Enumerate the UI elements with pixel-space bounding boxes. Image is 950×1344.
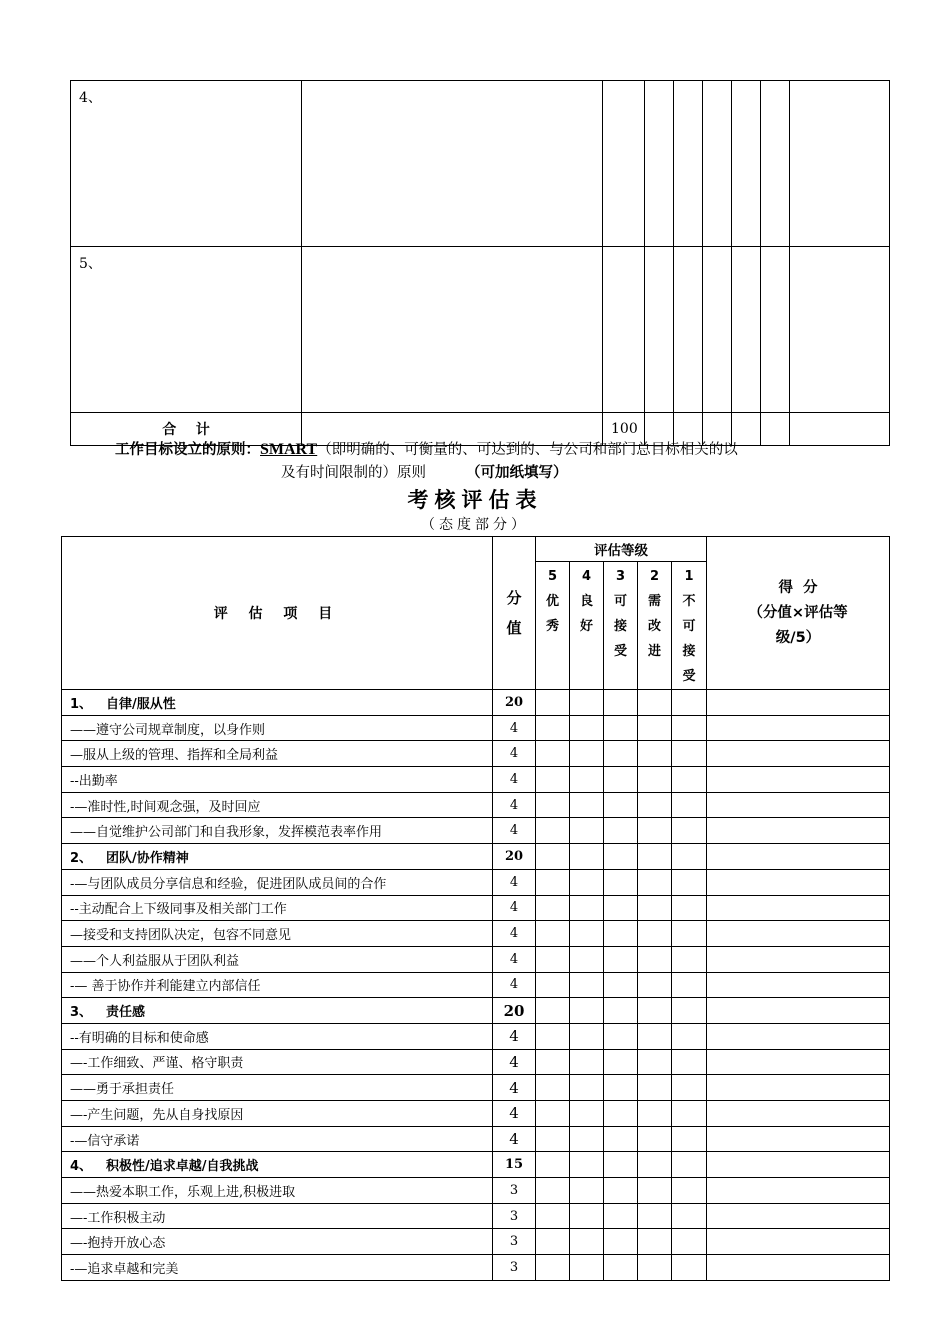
grade-5-header xyxy=(536,562,570,690)
grade-4-cell[interactable] xyxy=(570,1126,604,1152)
grade-4-cell[interactable] xyxy=(570,1203,604,1229)
grade-5-cell[interactable] xyxy=(536,1229,570,1255)
grade-1-cell[interactable] xyxy=(672,895,707,921)
score-weight: 3 xyxy=(493,1229,536,1255)
grade-4-cell[interactable] xyxy=(570,869,604,895)
grade-5-cell[interactable] xyxy=(536,792,570,818)
grade-2-cell[interactable] xyxy=(638,844,672,870)
criterion-label: ——勇于承担责任 xyxy=(62,1075,493,1101)
criterion-label: -—信守承诺 xyxy=(62,1126,493,1152)
section-row xyxy=(62,1152,890,1178)
grade-3-cell[interactable] xyxy=(604,869,638,895)
criterion-row xyxy=(62,1075,890,1101)
grade-5-cell[interactable] xyxy=(536,972,570,998)
score-weight: 4 xyxy=(493,1101,536,1127)
criterion-label: --出勤率 xyxy=(62,767,493,793)
grade-char: 良 xyxy=(579,594,593,609)
score-weight: 3 xyxy=(493,1178,536,1204)
grade-1-cell[interactable] xyxy=(672,1229,707,1255)
goal-content-cell[interactable] xyxy=(302,81,603,247)
grade-2-cell[interactable] xyxy=(638,1178,672,1204)
grade-4-cell[interactable] xyxy=(570,690,604,716)
grade-3-cell[interactable] xyxy=(604,972,638,998)
result-cell[interactable] xyxy=(707,818,890,844)
goal-content-cell[interactable] xyxy=(302,247,603,413)
grade-1-cell[interactable] xyxy=(672,690,707,716)
grade-5-cell[interactable] xyxy=(536,1023,570,1049)
score-weight: 3 xyxy=(493,1255,536,1281)
criterion-row xyxy=(62,1126,890,1152)
grade-2-cell[interactable] xyxy=(638,921,672,947)
grade-4-cell[interactable] xyxy=(570,1075,604,1101)
criterion-label: —-工作积极主动 xyxy=(62,1203,493,1229)
grade-3-header xyxy=(604,562,638,690)
goal-weight-cell[interactable] xyxy=(603,247,645,413)
grade-1-cell[interactable] xyxy=(672,1152,707,1178)
score-weight: 4 xyxy=(493,792,536,818)
grade-2-cell[interactable] xyxy=(638,1023,672,1049)
score-weight: 4 xyxy=(493,869,536,895)
grade-1-cell[interactable] xyxy=(672,715,707,741)
grade-3-cell[interactable] xyxy=(604,895,638,921)
result-cell[interactable] xyxy=(707,690,890,716)
result-cell[interactable] xyxy=(707,946,890,972)
grade-5-cell[interactable] xyxy=(536,895,570,921)
grade-2-cell[interactable] xyxy=(638,1126,672,1152)
criterion-label: —服从上级的管理、指挥和全局利益 xyxy=(62,741,493,767)
goal-result-cell[interactable] xyxy=(790,81,890,247)
score-weight: 4 xyxy=(493,895,536,921)
eval-header-row xyxy=(62,537,890,562)
header-score-2: 值 xyxy=(506,619,522,637)
result-cell[interactable] xyxy=(707,715,890,741)
grade-4-cell[interactable] xyxy=(570,1255,604,1281)
result-cell[interactable] xyxy=(707,767,890,793)
goal-table xyxy=(70,80,890,446)
grade-4-cell[interactable] xyxy=(570,998,604,1024)
section-title xyxy=(62,998,493,1024)
result-cell[interactable] xyxy=(707,998,890,1024)
goal-grade-cell[interactable] xyxy=(761,81,790,247)
grade-4-cell[interactable] xyxy=(570,1229,604,1255)
result-cell[interactable] xyxy=(707,972,890,998)
grade-3-cell[interactable] xyxy=(604,792,638,818)
goal-grade-cell[interactable] xyxy=(761,247,790,413)
result-cell[interactable] xyxy=(707,1023,890,1049)
grade-1-cell[interactable] xyxy=(672,1075,707,1101)
goal-grade-cell[interactable] xyxy=(703,247,732,413)
goal-grade-cell[interactable] xyxy=(674,81,703,247)
grade-5-cell[interactable] xyxy=(536,998,570,1024)
form-subtitle: （态度部分） xyxy=(421,517,529,533)
criterion-label: —接受和支持团队决定，包容不同意见 xyxy=(62,921,493,947)
grade-2-cell[interactable] xyxy=(638,1075,672,1101)
criterion-label: —-抱持开放心态 xyxy=(62,1229,493,1255)
section-title xyxy=(62,690,493,716)
grade-1-cell[interactable] xyxy=(672,946,707,972)
grade-2-cell[interactable] xyxy=(638,1101,672,1127)
grade-4-cell[interactable] xyxy=(570,1023,604,1049)
criterion-row xyxy=(62,741,890,767)
grade-1-cell[interactable] xyxy=(672,1101,707,1127)
result-cell[interactable] xyxy=(707,741,890,767)
grade-char: 接 xyxy=(613,619,627,634)
result-cell[interactable] xyxy=(707,921,890,947)
section-number: 4、 xyxy=(70,1159,93,1175)
grade-4-cell[interactable] xyxy=(570,946,604,972)
grade-3-cell[interactable] xyxy=(604,1203,638,1229)
grade-4-cell[interactable] xyxy=(570,741,604,767)
grade-1-cell[interactable] xyxy=(672,1203,707,1229)
grade-4-cell[interactable] xyxy=(570,1178,604,1204)
grade-1-cell[interactable] xyxy=(672,818,707,844)
result-cell[interactable] xyxy=(707,844,890,870)
grade-1-cell[interactable] xyxy=(672,1049,707,1075)
grade-5-cell[interactable] xyxy=(536,1101,570,1127)
grade-2-cell[interactable] xyxy=(638,946,672,972)
grade-5-cell[interactable] xyxy=(536,869,570,895)
header-result-2: （分值×评估等 xyxy=(748,604,848,621)
header-result xyxy=(707,537,890,690)
score-weight: 4 xyxy=(493,1126,536,1152)
grade-2-cell[interactable] xyxy=(638,741,672,767)
grade-5-cell[interactable] xyxy=(536,818,570,844)
goal-grade-cell[interactable] xyxy=(732,81,761,247)
grade-5-cell[interactable] xyxy=(536,1203,570,1229)
grade-4-cell[interactable] xyxy=(570,792,604,818)
grade-3-cell[interactable] xyxy=(604,1023,638,1049)
score-weight: 4 xyxy=(493,818,536,844)
grade-2-cell[interactable] xyxy=(638,1255,672,1281)
grade-4-header xyxy=(570,562,604,690)
grade-4-cell[interactable] xyxy=(570,921,604,947)
criterion-row xyxy=(62,1229,890,1255)
grade-2-cell[interactable] xyxy=(638,715,672,741)
criterion-label: -— 善于协作并利能建立内部信任 xyxy=(62,972,493,998)
grade-1-cell[interactable] xyxy=(672,844,707,870)
principle-line-1 xyxy=(115,438,845,462)
score-weight: 15 xyxy=(493,1152,536,1178)
principle-desc-1: （即明确的、可衡量的、可达到的、与公司和部门总目标相关的以 xyxy=(317,442,738,458)
header-score xyxy=(493,537,536,690)
score-weight: 20 xyxy=(493,844,536,870)
grade-4-cell[interactable] xyxy=(570,767,604,793)
goal-principle-note xyxy=(115,438,845,485)
grade-3-cell[interactable] xyxy=(604,741,638,767)
criterion-label: ——热爱本职工作，乐观上进,积极进取 xyxy=(62,1178,493,1204)
evaluation-table xyxy=(61,536,890,1281)
grade-4-cell[interactable] xyxy=(570,1152,604,1178)
criterion-label: ——自觉维护公司部门和自我形象，发挥模范表率作用 xyxy=(62,818,493,844)
grade-1-cell[interactable] xyxy=(672,1126,707,1152)
criterion-label: -—准时性,时间观念强，及时回应 xyxy=(62,792,493,818)
goal-row xyxy=(71,81,890,247)
criterion-row xyxy=(62,1178,890,1204)
grade-4-cell[interactable] xyxy=(570,1049,604,1075)
grade-char: 好 xyxy=(579,619,593,634)
score-weight: 4 xyxy=(493,1023,536,1049)
section-label: 积极性/追求卓越/自我挑战 xyxy=(106,1159,259,1175)
criterion-row xyxy=(62,1023,890,1049)
section-row xyxy=(62,998,890,1024)
grade-3-cell[interactable] xyxy=(604,715,638,741)
goal-grade-cell[interactable] xyxy=(645,81,674,247)
grade-5-cell[interactable] xyxy=(536,844,570,870)
principle-line-2 xyxy=(115,462,845,485)
grade-3-cell[interactable] xyxy=(604,921,638,947)
criterion-label: -—追求卓越和完美 xyxy=(62,1255,493,1281)
grade-1-cell[interactable] xyxy=(672,767,707,793)
criterion-label: ——遵守公司规章制度，以身作则 xyxy=(62,715,493,741)
criterion-label: -—与团队成员分享信息和经验，促进团队成员间的合作 xyxy=(62,869,493,895)
grade-3-cell[interactable] xyxy=(604,690,638,716)
grade-3-cell[interactable] xyxy=(604,1126,638,1152)
goal-number: 4、 xyxy=(71,81,302,247)
grade-3-cell[interactable] xyxy=(604,946,638,972)
grade-5-cell[interactable] xyxy=(536,715,570,741)
grade-5-cell[interactable] xyxy=(536,1178,570,1204)
criterion-row xyxy=(62,767,890,793)
goal-grade-cell[interactable] xyxy=(674,247,703,413)
section-label: 自律/服从性 xyxy=(106,696,176,712)
goal-grade-cell[interactable] xyxy=(645,247,674,413)
principle-desc-2: 及有时间限制的）原则 xyxy=(281,465,426,481)
section-title xyxy=(62,1152,493,1178)
grade-3-cell[interactable] xyxy=(604,818,638,844)
grade-1-cell[interactable] xyxy=(672,998,707,1024)
grade-char: 不 xyxy=(682,594,696,609)
score-weight: 4 xyxy=(493,741,536,767)
header-result-1: 得 分 xyxy=(778,579,818,596)
grade-char: 4 xyxy=(581,569,592,584)
header-result-3: 级/5） xyxy=(775,629,821,646)
score-weight: 20 xyxy=(493,690,536,716)
criterion-row xyxy=(62,946,890,972)
grade-2-header xyxy=(638,562,672,690)
grade-char: 改 xyxy=(647,619,661,634)
principle-label: 工作目标设立的原则： xyxy=(115,442,260,458)
goal-weight-cell[interactable] xyxy=(603,81,645,247)
criterion-label: —-工作细致、严谨、格守职责 xyxy=(62,1049,493,1075)
goal-grade-cell[interactable] xyxy=(703,81,732,247)
grade-1-header xyxy=(672,562,707,690)
grade-char: 需 xyxy=(647,594,661,609)
grade-1-cell[interactable] xyxy=(672,1023,707,1049)
grade-char: 可 xyxy=(613,594,627,609)
grade-1-cell[interactable] xyxy=(672,972,707,998)
grade-3-cell[interactable] xyxy=(604,998,638,1024)
grade-char: 1 xyxy=(684,569,694,584)
grade-4-cell[interactable] xyxy=(570,972,604,998)
grade-5-cell[interactable] xyxy=(536,946,570,972)
grade-char: 接 xyxy=(682,644,696,659)
grade-5-cell[interactable] xyxy=(536,1152,570,1178)
section-row xyxy=(62,690,890,716)
section-number: 2、 xyxy=(70,850,93,866)
grade-char: 3 xyxy=(615,569,626,584)
grade-2-cell[interactable] xyxy=(638,792,672,818)
score-weight: 4 xyxy=(493,972,536,998)
grade-1-cell[interactable] xyxy=(672,1255,707,1281)
grade-2-cell[interactable] xyxy=(638,767,672,793)
grade-char: 进 xyxy=(647,644,661,659)
grade-5-cell[interactable] xyxy=(536,1255,570,1281)
grade-3-cell[interactable] xyxy=(604,1075,638,1101)
result-cell[interactable] xyxy=(707,1152,890,1178)
result-cell[interactable] xyxy=(707,1049,890,1075)
evaluation-table-body xyxy=(62,690,890,1281)
score-weight: 3 xyxy=(493,1203,536,1229)
criterion-row xyxy=(62,869,890,895)
section-label: 团队/协作精神 xyxy=(106,850,189,866)
grade-2-cell[interactable] xyxy=(638,690,672,716)
grade-3-cell[interactable] xyxy=(604,1255,638,1281)
goal-row xyxy=(71,247,890,413)
grade-4-cell[interactable] xyxy=(570,818,604,844)
grade-3-cell[interactable] xyxy=(604,1101,638,1127)
grade-2-cell[interactable] xyxy=(638,1049,672,1075)
grade-4-cell[interactable] xyxy=(570,715,604,741)
criterion-row xyxy=(62,1101,890,1127)
score-weight: 4 xyxy=(493,715,536,741)
grade-3-cell[interactable] xyxy=(604,1178,638,1204)
result-cell[interactable] xyxy=(707,792,890,818)
grade-2-cell[interactable] xyxy=(638,1229,672,1255)
header-score-1: 分 xyxy=(506,589,522,607)
grade-5-cell[interactable] xyxy=(536,921,570,947)
grade-3-cell[interactable] xyxy=(604,1152,638,1178)
grade-2-cell[interactable] xyxy=(638,972,672,998)
grade-char: 5 xyxy=(547,569,558,584)
grade-5-cell[interactable] xyxy=(536,741,570,767)
header-grade-group: 评估等级 xyxy=(536,537,707,562)
criterion-row xyxy=(62,792,890,818)
criterion-row xyxy=(62,895,890,921)
grade-2-cell[interactable] xyxy=(638,1203,672,1229)
grade-5-cell[interactable] xyxy=(536,1075,570,1101)
extra-paper-note: （可加纸填写） xyxy=(466,465,568,481)
grade-2-cell[interactable] xyxy=(638,998,672,1024)
total-value: 100 xyxy=(603,413,645,446)
grade-5-cell[interactable] xyxy=(536,1126,570,1152)
criterion-label: --主动配合上下级同事及相关部门工作 xyxy=(62,895,493,921)
criterion-label: ——个人利益服从于团队利益 xyxy=(62,946,493,972)
criterion-row xyxy=(62,1049,890,1075)
grade-3-cell[interactable] xyxy=(604,767,638,793)
grade-char: 可 xyxy=(682,619,696,634)
goal-number: 5、 xyxy=(71,247,302,413)
criterion-label: —-产生问题，先从自身找原因 xyxy=(62,1101,493,1127)
score-weight: 4 xyxy=(493,1049,536,1075)
grade-3-cell[interactable] xyxy=(604,844,638,870)
criterion-row xyxy=(62,972,890,998)
grade-1-cell[interactable] xyxy=(672,792,707,818)
criterion-row xyxy=(62,1255,890,1281)
grade-char: 优 xyxy=(545,594,559,609)
grade-4-cell[interactable] xyxy=(570,895,604,921)
form-title: 考核评估表 xyxy=(407,488,543,512)
section-label: 责任感 xyxy=(106,1005,146,1021)
grade-3-cell[interactable] xyxy=(604,1049,638,1075)
result-cell[interactable] xyxy=(707,1255,890,1281)
goal-grade-cell[interactable] xyxy=(732,247,761,413)
grade-3-cell[interactable] xyxy=(604,1229,638,1255)
grade-2-cell[interactable] xyxy=(638,869,672,895)
grade-1-cell[interactable] xyxy=(672,1178,707,1204)
smart-term: SMART xyxy=(260,441,318,458)
grade-1-cell[interactable] xyxy=(672,921,707,947)
criterion-row xyxy=(62,1203,890,1229)
grade-5-cell[interactable] xyxy=(536,1049,570,1075)
grade-1-cell[interactable] xyxy=(672,869,707,895)
score-weight: 4 xyxy=(493,921,536,947)
section-number: 1、 xyxy=(70,696,93,712)
goal-result-cell[interactable] xyxy=(790,247,890,413)
criterion-row xyxy=(62,715,890,741)
grade-2-cell[interactable] xyxy=(638,818,672,844)
grade-2-cell[interactable] xyxy=(638,1152,672,1178)
grade-5-cell[interactable] xyxy=(536,767,570,793)
grade-char: 受 xyxy=(682,669,696,684)
criterion-row xyxy=(62,921,890,947)
criterion-label: --有明确的目标和使命感 xyxy=(62,1023,493,1049)
result-cell[interactable] xyxy=(707,869,890,895)
score-weight: 4 xyxy=(493,767,536,793)
result-cell[interactable] xyxy=(707,1203,890,1229)
grade-1-cell[interactable] xyxy=(672,741,707,767)
result-cell[interactable] xyxy=(707,1101,890,1127)
result-cell[interactable] xyxy=(707,1178,890,1204)
grade-char: 秀 xyxy=(545,619,559,634)
result-cell[interactable] xyxy=(707,1075,890,1101)
score-weight: 4 xyxy=(493,1075,536,1101)
grade-char: 2 xyxy=(649,569,660,584)
result-cell[interactable] xyxy=(707,1229,890,1255)
grade-2-cell[interactable] xyxy=(638,895,672,921)
section-number: 3、 xyxy=(70,1005,93,1021)
grade-4-cell[interactable] xyxy=(570,844,604,870)
section-title xyxy=(62,844,493,870)
header-item: 评 估 项 目 xyxy=(62,537,493,690)
result-cell[interactable] xyxy=(707,895,890,921)
grade-4-cell[interactable] xyxy=(570,1101,604,1127)
criterion-row xyxy=(62,818,890,844)
total-label-text: 合 计 xyxy=(162,422,210,438)
score-weight: 4 xyxy=(493,946,536,972)
grade-5-cell[interactable] xyxy=(536,690,570,716)
section-row xyxy=(62,844,890,870)
grade-char: 受 xyxy=(613,644,627,659)
result-cell[interactable] xyxy=(707,1126,890,1152)
score-weight: 20 xyxy=(493,998,536,1024)
